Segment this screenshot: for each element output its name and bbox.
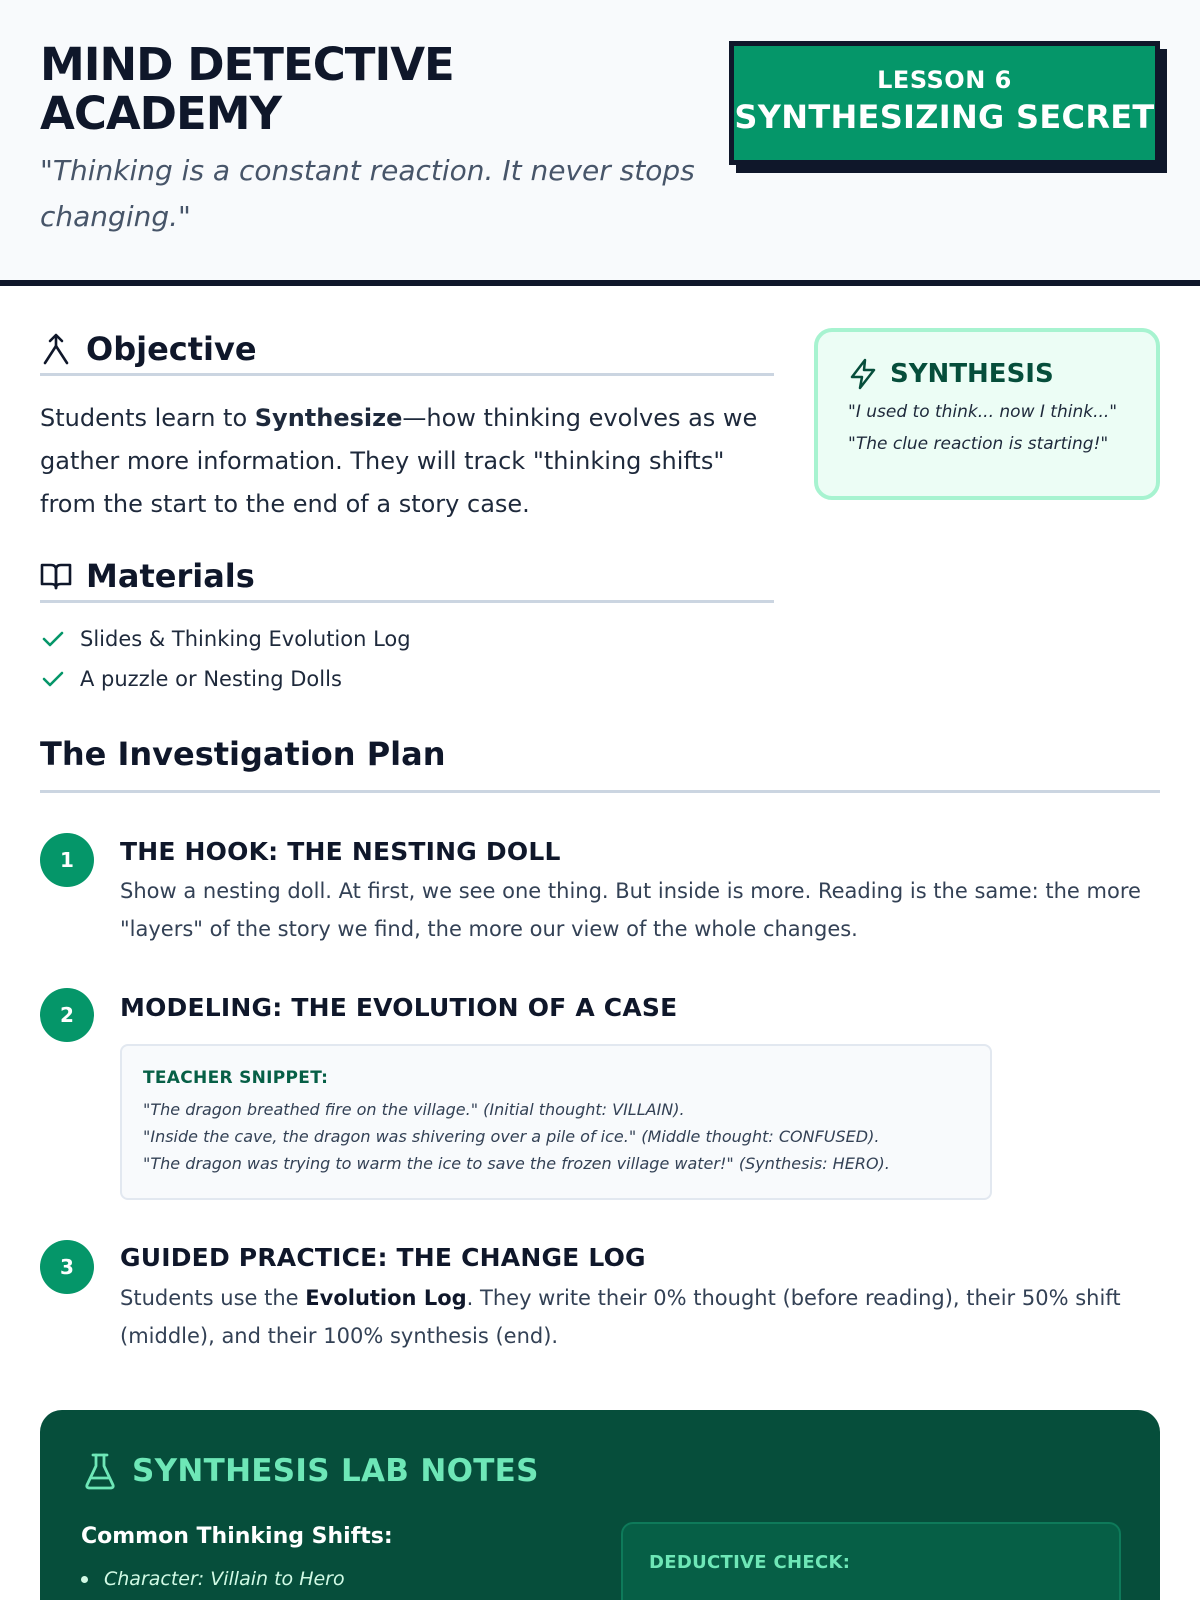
step-text-end: . They write their 0% thought (before reading), their 50% shift (middle), and their 100% synthesis (end). [120, 1286, 1121, 1348]
lightning-icon [848, 358, 878, 390]
lesson-title: SYNTHESIZING SECRET [734, 98, 1155, 136]
objective-text [40, 397, 780, 526]
materials-item [40, 619, 780, 659]
synthesis-phrase: "I used to think... now I think..." [848, 402, 1118, 422]
lab-notes-subtitle: Common Thinking Shifts: [81, 1524, 393, 1549]
step-title: THE HOOK: THE NESTING DOLL [120, 837, 561, 866]
brand-title [40, 40, 680, 138]
materials-item-label: A puzzle or Nesting Dolls [80, 667, 342, 691]
snippet-line: "Inside the cave, the dragon was shivering over a pile of ice." (Middle thought: CONFUSED). [143, 1127, 880, 1146]
lab-notes-panel [40, 1410, 1160, 1600]
materials-heading [40, 551, 774, 603]
list-item-label: Character: Villain to Hero [104, 1568, 345, 1590]
objective-heading [40, 324, 774, 376]
materials-item-label: Slides & Thinking Evolution Log [80, 627, 411, 651]
deductive-check-label: DEDUCTIVE CHECK: [649, 1552, 851, 1573]
snippet-line: "The dragon breathed fire on the village." (Initial thought: VILLAIN). [143, 1100, 685, 1119]
step-text: Show a nesting doll. At first, we see one thing. But inside is more. Reading is the same: the more "layers" of the story we find, the more our view of the whole changes. [120, 879, 1141, 941]
check-icon [40, 629, 66, 649]
lab-notes-heading [84, 1452, 539, 1490]
materials-list [40, 619, 780, 699]
merge-arrow-icon [40, 332, 72, 366]
thinking-shifts-list [81, 1568, 345, 1590]
objective-title: Objective [86, 329, 257, 368]
lesson-badge [729, 41, 1160, 165]
deductive-check-box [621, 1522, 1121, 1600]
synthesis-card [814, 328, 1160, 500]
objective-text-start: Students learn to [40, 404, 255, 432]
materials-item [40, 659, 780, 699]
check-icon [40, 669, 66, 689]
tagline-quote: "Thinking is a constant reaction. It never stops changing." [40, 154, 695, 233]
plan-heading: The Investigation Plan [40, 735, 1160, 793]
step-number-badge: 2 [40, 988, 94, 1042]
lab-notes-title: SYNTHESIS LAB NOTES [132, 1453, 539, 1489]
lesson-number: LESSON 6 [877, 66, 1012, 94]
step-keyword: Evolution Log [305, 1286, 467, 1310]
step-number-badge: 1 [40, 833, 94, 887]
brand-line-1: MIND DETECTIVE [40, 38, 454, 91]
step-title: GUIDED PRACTICE: THE CHANGE LOG [120, 1243, 646, 1272]
objective-text-end: —how thinking evolves as we gather more information. They will track "thinking shifts" from the start to the end of a story case. [40, 404, 758, 518]
snippet-label: TEACHER SNIPPET: [143, 1068, 329, 1088]
page-header [0, 0, 1200, 286]
brand-line-2: ACADEMY [40, 87, 282, 140]
synthesis-phrase: "The clue reaction is starting!" [848, 434, 1109, 454]
objective-keyword: Synthesize [254, 404, 403, 432]
flask-icon [84, 1452, 116, 1490]
synthesis-card-heading [848, 358, 1156, 390]
step-title: MODELING: THE EVOLUTION OF A CASE [120, 993, 678, 1022]
open-book-icon [40, 561, 72, 591]
step-number-badge: 3 [40, 1240, 94, 1294]
snippet-line: "The dragon was trying to warm the ice to save the frozen village water!" (Synthesis: HERO). [143, 1154, 890, 1173]
list-item [81, 1568, 345, 1590]
materials-title: Materials [86, 556, 255, 595]
teacher-snippet [120, 1044, 992, 1200]
step-text-start: Students use the [120, 1286, 306, 1310]
synthesis-card-title: SYNTHESIS [890, 359, 1054, 389]
step-text [120, 1279, 1160, 1355]
